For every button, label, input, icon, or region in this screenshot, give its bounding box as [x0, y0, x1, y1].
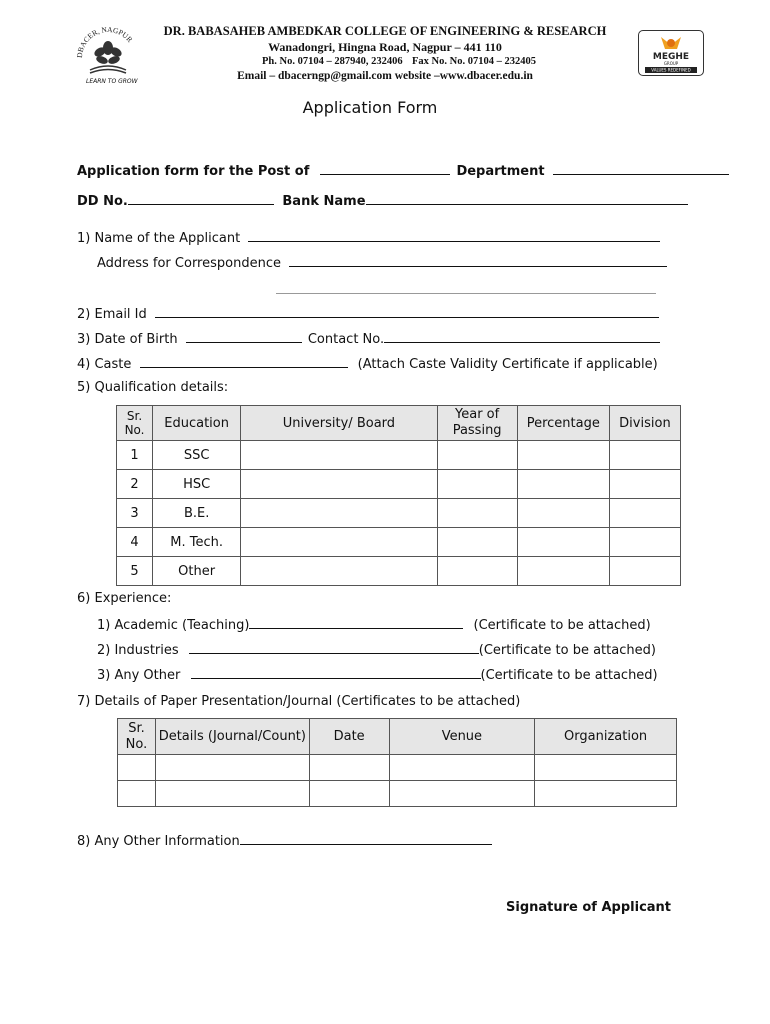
- table-row: [117, 557, 681, 586]
- signature-label: Signature of Applicant: [506, 900, 672, 915]
- post-field[interactable]: [320, 162, 450, 175]
- col-education: Education: [153, 406, 241, 441]
- qualification-heading: 5) Qualification details:: [77, 380, 229, 395]
- division-cell[interactable]: [609, 441, 680, 470]
- col-sr-no: Sr. No.: [117, 406, 153, 441]
- contact-field[interactable]: [384, 330, 660, 343]
- bank-name-field[interactable]: [366, 192, 688, 205]
- contact-label: Contact No.: [307, 332, 385, 347]
- experience-other-field[interactable]: [191, 666, 481, 679]
- education-cell: SSC: [153, 441, 241, 470]
- col-year-of-passing: Year of Passing: [437, 406, 517, 441]
- education-cell: Other: [153, 557, 241, 586]
- col-organization: Organization: [535, 719, 677, 755]
- col-date: Date: [309, 719, 389, 755]
- experience-heading: 6) Experience:: [77, 591, 172, 606]
- applicant-name-field[interactable]: [248, 229, 660, 242]
- experience-other-label: 3) Any Other: [97, 668, 181, 683]
- year-cell[interactable]: [437, 441, 517, 470]
- experience-other-note: (Certificate to be attached): [480, 668, 658, 683]
- table-row: [117, 528, 681, 557]
- sr-cell: 1: [117, 441, 153, 470]
- table-row: [117, 499, 681, 528]
- dd-no-field[interactable]: [128, 192, 274, 205]
- table-row: [117, 441, 681, 470]
- college-name: DR. BABASAHEB AMBEDKAR COLLEGE OF ENGINEERING & RESEARCH: [163, 24, 607, 38]
- sr-cell: 5: [117, 557, 153, 586]
- department-label: Department: [456, 164, 545, 179]
- percentage-cell[interactable]: [517, 470, 609, 499]
- address-field-line2[interactable]: [276, 293, 656, 294]
- percentage-cell[interactable]: [517, 528, 609, 557]
- col-percentage: Percentage: [517, 406, 609, 441]
- svg-text:VALUES REDEFINED: VALUES REDEFINED: [651, 67, 691, 73]
- venue-cell[interactable]: [389, 781, 535, 807]
- organization-cell[interactable]: [535, 781, 677, 807]
- details-cell[interactable]: [155, 755, 309, 781]
- caste-note: (Attach Caste Validity Certificate if applicable): [357, 357, 658, 372]
- division-cell[interactable]: [609, 499, 680, 528]
- col-details: Details (Journal/Count): [155, 719, 309, 755]
- email-field[interactable]: [155, 305, 659, 318]
- sr-cell: 4: [117, 528, 153, 557]
- col-university: University/ Board: [241, 406, 437, 441]
- svg-text:DBACER, NAGPUR: DBACER, NAGPUR: [74, 24, 135, 59]
- applicant-name-label: 1) Name of the Applicant: [77, 231, 241, 246]
- university-cell[interactable]: [241, 470, 437, 499]
- svg-text:MEGHE: MEGHE: [652, 52, 690, 62]
- organization-cell[interactable]: [535, 755, 677, 781]
- col-venue: Venue: [389, 719, 535, 755]
- venue-cell[interactable]: [389, 755, 535, 781]
- percentage-cell[interactable]: [517, 441, 609, 470]
- percentage-cell[interactable]: [517, 557, 609, 586]
- division-cell[interactable]: [609, 470, 680, 499]
- year-cell[interactable]: [437, 470, 517, 499]
- caste-label: 4) Caste: [77, 357, 132, 372]
- sr-cell: 2: [117, 470, 153, 499]
- university-cell[interactable]: [241, 499, 437, 528]
- university-cell[interactable]: [241, 441, 437, 470]
- address-field[interactable]: [289, 254, 667, 267]
- paper-header-row: [118, 719, 677, 755]
- table-row: [118, 755, 677, 781]
- year-cell[interactable]: [437, 528, 517, 557]
- dob-label: 3) Date of Birth: [77, 332, 178, 347]
- other-info-label: 8) Any Other Information: [77, 834, 240, 849]
- university-cell[interactable]: [241, 557, 437, 586]
- table-row: [117, 470, 681, 499]
- date-cell[interactable]: [309, 755, 389, 781]
- sr-cell[interactable]: [118, 755, 156, 781]
- col-sr-no: Sr. No.: [118, 719, 156, 755]
- date-cell[interactable]: [309, 781, 389, 807]
- bank-name-label: Bank Name: [282, 194, 366, 209]
- education-cell: M. Tech.: [153, 528, 241, 557]
- svg-text:GROUP: GROUP: [663, 61, 679, 66]
- experience-academic-field[interactable]: [249, 616, 463, 629]
- phone-number: Ph. No. 07104 – 287940, 232406: [262, 56, 403, 67]
- col-division: Division: [609, 406, 680, 441]
- dd-no-label: DD No.: [77, 194, 128, 209]
- address-label: Address for Correspondence: [97, 256, 281, 271]
- department-field[interactable]: [553, 162, 729, 175]
- form-title: Application Form: [302, 98, 438, 117]
- post-label: Application form for the Post of: [77, 164, 310, 179]
- experience-industries-field[interactable]: [189, 641, 479, 654]
- paper-table: [117, 718, 677, 807]
- year-cell[interactable]: [437, 557, 517, 586]
- experience-industries-note: (Certificate to be attached): [478, 643, 656, 658]
- education-cell: HSC: [153, 470, 241, 499]
- contact-email-website: Email – dbacerngp@gmail.com website –www.dbacer.edu.in: [237, 70, 533, 82]
- division-cell[interactable]: [609, 528, 680, 557]
- education-cell: B.E.: [153, 499, 241, 528]
- division-cell[interactable]: [609, 557, 680, 586]
- sr-cell: 3: [117, 499, 153, 528]
- qualification-header-row: [117, 406, 681, 441]
- qualification-table: [116, 405, 681, 586]
- caste-field[interactable]: [140, 355, 348, 368]
- table-row: [118, 781, 677, 807]
- sr-cell[interactable]: [118, 781, 156, 807]
- year-cell[interactable]: [437, 499, 517, 528]
- experience-academic-label: 1) Academic (Teaching): [97, 618, 250, 633]
- paper-heading: 7) Details of Paper Presentation/Journal (Certificates to be attached): [77, 694, 521, 709]
- dob-field[interactable]: [186, 330, 302, 343]
- college-address: Wanadongri, Hingna Road, Nagpur – 441 110: [268, 40, 502, 54]
- experience-industries-label: 2) Industries: [97, 643, 179, 658]
- logo-tagline: LEARN TO GROW: [86, 78, 138, 85]
- other-info-field[interactable]: [240, 832, 492, 845]
- university-cell[interactable]: [241, 528, 437, 557]
- details-cell[interactable]: [155, 781, 309, 807]
- percentage-cell[interactable]: [517, 499, 609, 528]
- fax-number: Fax No. No. 07104 – 232405: [412, 56, 536, 67]
- experience-academic-note: (Certificate to be attached): [473, 618, 651, 633]
- email-label: 2) Email Id: [77, 307, 147, 322]
